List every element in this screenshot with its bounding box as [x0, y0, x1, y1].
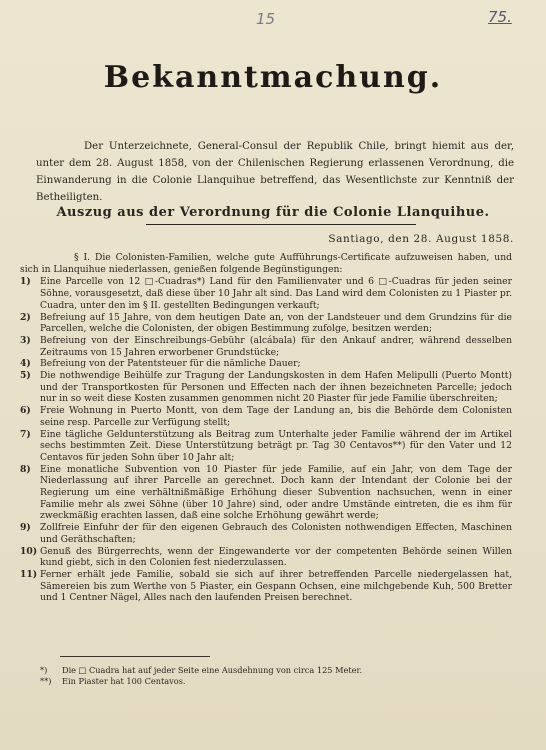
page-number-handwritten-left: 15 [256, 10, 276, 28]
item-number: 5) [20, 370, 31, 382]
list-item [20, 464, 512, 523]
item-text: Zollfreie Einfuhr der für den eigenen Gebrauch des Colonisten nothwendigen Effecten, Maschinen und Geräthschaften; [40, 522, 512, 545]
list-item [20, 335, 512, 358]
section-subtitle: Auszug aus der Verordnung für die Colonie Llanquihue. [56, 205, 490, 220]
item-text: Eine tägliche Geldunterstützung als Beitrag zum Unterhalte jeder Familie während der im Artikel sechs bestimmten Zeit. Diese Unterstützung beträgt pr. Tag 30 Centavos**) für den Vater und 12 Centavos für jeden Sohn über 10 Jahr alt; [40, 428, 512, 463]
item-text: Ferner erhält jede Familie, sobald sie sich auf ihrer betreffenden Parcelle niedergelassen hat, Sämereien bis zum Werthe von 5 Piaster, ein Gespann Ochsen, eine milchgebende Kuh, 500 Bretter und 1 Centner Nägel, Alles nach den laufenden Preisen berechnet. [40, 568, 512, 604]
item-text: Befreiung von der Patentsteuer für die nämliche Dauer; [40, 358, 301, 370]
item-text: Befreiung von der Einschreibungs-Gebühr (alcábala) für den Ankauf andrer, während desselben Zeitraums von 15 Jahren erworbener Grundstücke; [40, 334, 512, 358]
footnote-divider [60, 656, 210, 657]
item-text: Befreiung auf 15 Jahre, von dem heutigen Date an, von der Landsteuer und dem Grundzins für die Parcellen, welche die Colonisten, der obigen Bestimmung zufolge, besitzen werden; [40, 311, 512, 335]
page-number-handwritten-right: 75. [488, 8, 512, 26]
item-number: 8) [20, 463, 31, 475]
list-item [20, 358, 512, 370]
item-number: 7) [20, 428, 31, 440]
list-item [20, 522, 512, 545]
section-paragraph: § I. Die Colonisten-Familien, welche gute Aufführungs-Certificate aufzuweisen haben, und sich in Llanquihue niederlassen, genießen folgende Begünstigungen: [20, 252, 512, 275]
footnote-text: Die □ Cuadra hat auf jeder Seite eine Ausdehnung von circa 125 Meter. [62, 665, 363, 675]
footnote-text: Ein Piaster hat 100 Centavos. [62, 676, 186, 686]
item-text: Die nothwendige Beihülfe zur Tragung der Landungskosten in dem Hafen Melipulli (Puerto Montt) und der Transportkosten für Personen und Effecten nach der ihnen bezeichneten Parcelle; jedoch nur in so weit diese Kosten zusammen genommen nicht 20 Piaster für jede Familie überschreiten; [40, 370, 512, 405]
item-number: 4) [20, 358, 31, 370]
item-number: 1) [20, 276, 31, 288]
footnote-mark: *) [40, 665, 48, 675]
list-item [20, 276, 512, 311]
subtitle-underline [146, 224, 416, 225]
footnotes [40, 665, 500, 687]
ordinance-body [20, 252, 512, 604]
list-item [20, 312, 512, 335]
footnote [40, 665, 500, 676]
dateline: Santiago, den 28. August 1858. [328, 233, 514, 245]
footnote [40, 676, 500, 687]
item-number: 9) [20, 522, 31, 534]
list-item [20, 546, 512, 569]
item-text: Freie Wohnung in Puerto Montt, von dem Tage der Landung an, bis die Behörde dem Colonisten seine resp. Parcelle zur Verfügung stellt; [40, 405, 512, 428]
list-item [20, 370, 512, 405]
list-item [20, 405, 512, 428]
item-text: Genuß des Bürgerrechts, wenn der Eingewanderte vor der competenten Behörde seinen Willen kund giebt, sich in den Colonien fest niederzulassen. [40, 545, 512, 569]
footnote-mark: **) [40, 676, 52, 686]
list-item [20, 429, 512, 464]
page-title: Bekanntmachung. [103, 60, 443, 95]
item-number: 11) [20, 568, 38, 580]
list-item [20, 569, 512, 604]
item-number: 2) [20, 311, 31, 323]
intro-paragraph: Der Unterzeichnete, General-Consul der Republik Chile, bringt hiemit aus der, unter dem 28. August 1858, von der Chilenischen Regierung erlassenen Verordnung, die Einwanderung in die Colonie Llanquihue betreffend, das Wesentlichste zur Kenntniß der Betheiligten. [36, 141, 514, 203]
item-number: 6) [20, 405, 31, 417]
item-number: 3) [20, 334, 31, 346]
item-text: Eine monatliche Subvention von 10 Piaster für jede Familie, auf ein Jahr, von dem Tage der Niederlassung auf ihrer Parcelle an gerechnet. Doch kann der Intendant der Colonie bei der Regierung um eine verhältnißmäßige Erhöhung dieser Subvention nachsuchen, wenn in einer Familie mehr als zwei Söhne (über 10 Jahre) sind, oder andre Umstände eintreten, die es ihm für zweckmäßig erachten lassen, daß eine solche Erhöhung gewährt werde; [40, 463, 512, 522]
item-number: 10) [20, 545, 38, 557]
item-text: Eine Parcelle von 12 □-Cuadras*) Land für den Familienvater und 6 □-Cuadras für jeden seiner Söhne, vorausgesetzt, daß diese über 10 Jahr alt sind. Das Land wird dem Colonisten zu 1 Piaster pr. Cuadra, unter den im § II. gestellten Bedingungen verkauft; [40, 276, 512, 311]
